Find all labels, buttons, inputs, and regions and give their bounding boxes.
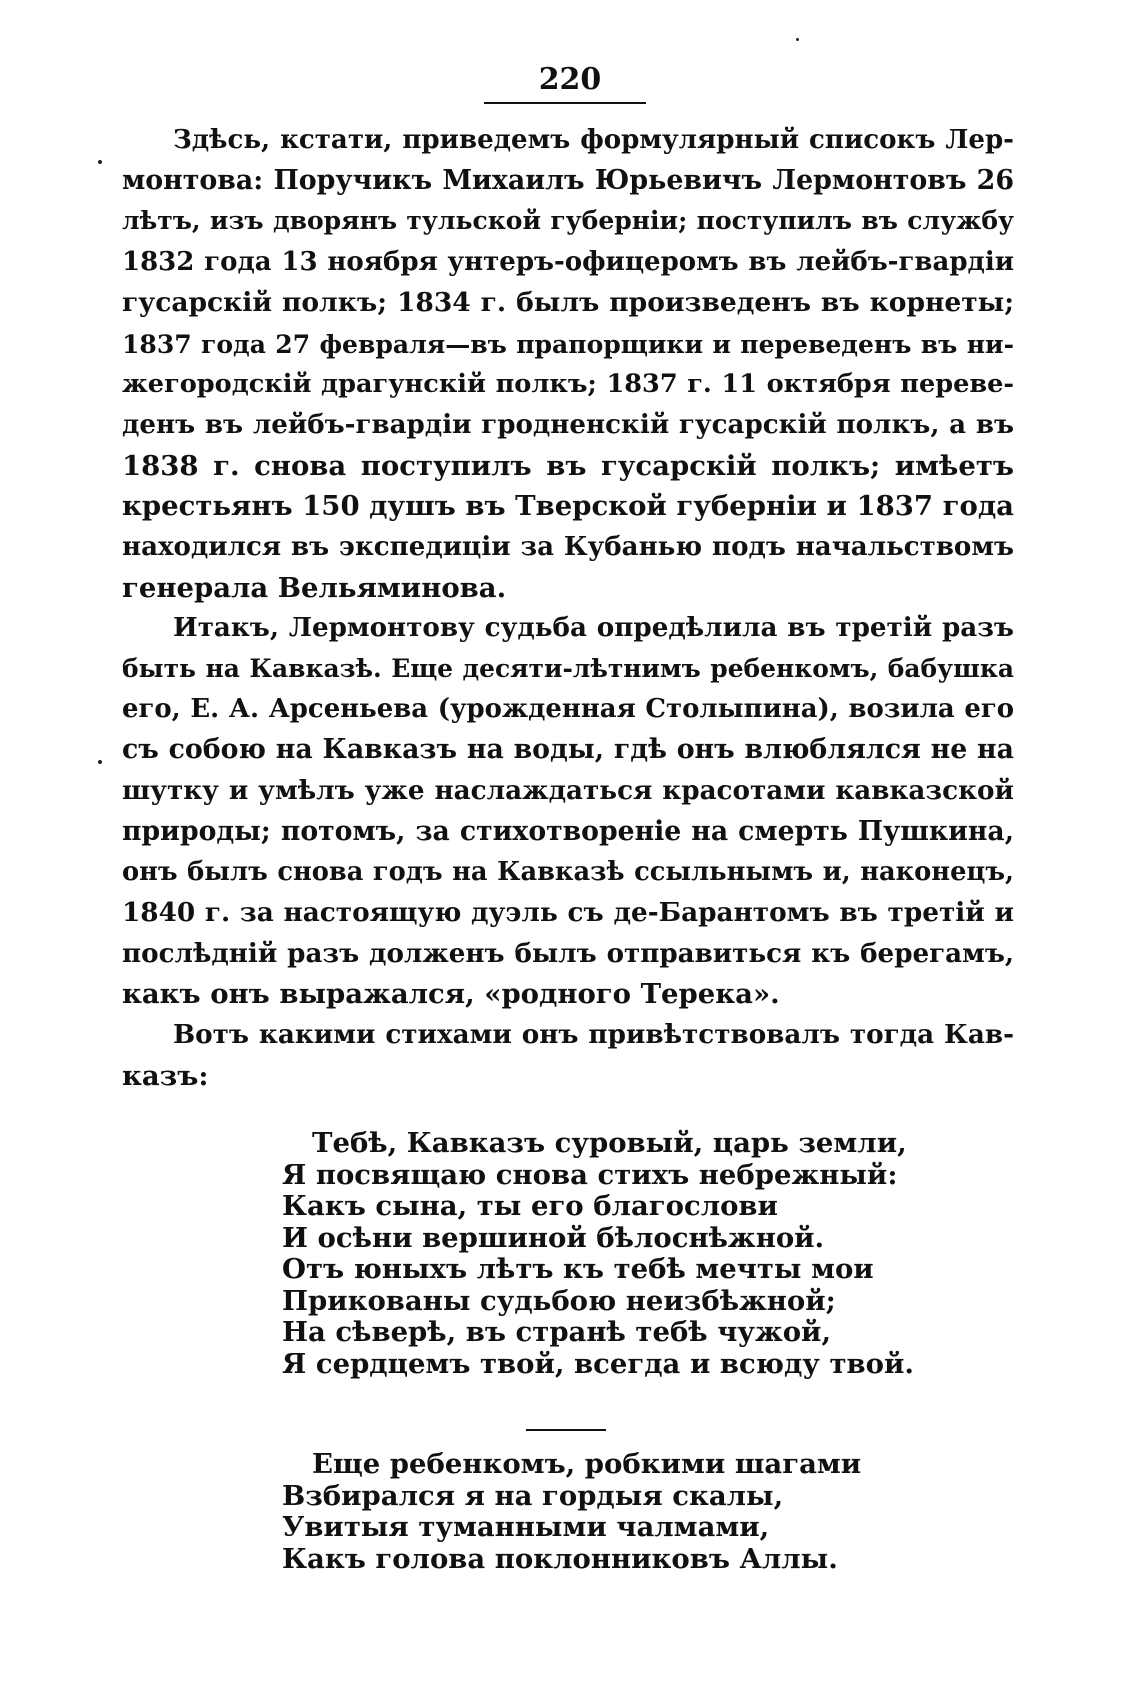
text-line: лѣтъ, изъ дворянъ тульской губерніи; поступилъ въ службу (122, 206, 1014, 236)
poem-line: Увитыя туманными чалмами, (282, 1511, 770, 1543)
poem-line: Я посвящаю снова стихъ небрежный: (282, 1158, 898, 1191)
scan-speck (98, 760, 102, 764)
poem-line: Какъ сына, ты его благослови (282, 1190, 778, 1222)
text-line: послѣдній разъ долженъ былъ отправиться къ берегамъ, (122, 937, 1014, 969)
text-line: находился въ экспедиціи за Кубанью подъ начальствомъ (122, 532, 1014, 563)
text-line: 1838 г. снова поступилъ въ гусарскій полкъ; имѣетъ (122, 449, 1014, 482)
page-number: 220 (538, 62, 602, 97)
text-line: 1837 года 27 февраля—въ прапорщики и переведенъ въ ни- (122, 328, 1014, 359)
poem-line: На сѣверѣ, въ странѣ тебѣ чужой, (282, 1316, 832, 1348)
text-line: шутку и умѣлъ уже наслаждаться красотами кавказской (122, 774, 1014, 806)
poem-line: Прикованы судьбою неизбѣжной; (282, 1284, 836, 1317)
text-line: генерала Вельяминова. (122, 571, 507, 604)
text-line: Вотъ какими стихами онъ привѣтствовалъ тогда Кав- (173, 1019, 1014, 1050)
scan-speck (796, 38, 799, 41)
scan-speck (98, 160, 102, 164)
text-line: съ собою на Кавказъ на воды, гдѣ онъ влюблялся не на (122, 734, 1014, 766)
text-line: гусарскій полкъ; 1834 г. былъ произведенъ въ корнеты; (122, 286, 1014, 318)
poem-line: Какъ голова поклонниковъ Аллы. (282, 1542, 838, 1575)
text-line: денъ въ лейбъ-гвардіи гродненскій гусарскій полкъ, а въ (122, 408, 1014, 440)
poem-line: Тебѣ, Кавказъ суровый, царь земли, (312, 1127, 907, 1159)
paragraph-poem-intro (122, 1015, 1014, 1096)
text-line: Здѣсь, кстати, приведемъ формулярный списокъ Лер- (173, 125, 1014, 155)
text-line: монтова: Поручикъ Михаилъ Юрьевичъ Лермонтовъ 26 (122, 164, 1014, 196)
text-line: его, Е. А. Арсеньева (урожденная Столыпина), возила его (122, 694, 1014, 725)
paragraph-service-record (122, 120, 1014, 608)
text-line: Итакъ, Лермонтову судьба опредѣлила въ третій разъ (173, 612, 1014, 643)
text-line: казъ: (122, 1059, 209, 1092)
text-line: 1832 года 13 ноября унтеръ-офицеромъ въ лейбъ-гвардіи (122, 247, 1014, 278)
poem-line: И осѣни вершиной бѣлоснѣжной. (282, 1221, 825, 1254)
text-line: крестьянъ 150 душъ въ Тверской губерніи и 1837 года (122, 490, 1014, 523)
text-line: 1840 г. за настоящую дуэль съ де-Барантомъ въ третій и (122, 896, 1014, 928)
text-line: какъ онъ выражался, «родного Терека». (122, 978, 780, 1011)
text-line: природы; потомъ, за стихотвореніе на смерть Пушкина, (122, 815, 1014, 847)
poem-line: Еще ребенкомъ, робкими шагами (312, 1448, 862, 1480)
poem-line: Я сердцемъ твой, всегда и всюду твой. (282, 1347, 914, 1380)
text-line: онъ былъ снова годъ на Кавказѣ ссыльнымъ и, наконецъ, (122, 857, 1014, 888)
poem-line: Взбирался я на гордыя скалы, (282, 1479, 784, 1512)
text-line: быть на Кавказѣ. Еще десяти-лѣтнимъ ребенкомъ, бабушка (122, 653, 1014, 683)
text-line: жегородскій драгунскій полкъ; 1837 г. 11 октября переве- (122, 369, 1014, 400)
poem-line: Отъ юныхъ лѣтъ къ тебѣ мечты мои (282, 1253, 874, 1285)
paragraph-caucasus-third-time (122, 608, 1014, 1015)
poem-stanza-1 (282, 1128, 914, 1380)
poem-stanza-2 (282, 1449, 861, 1575)
page-number-underline (484, 102, 646, 104)
stanza-divider (526, 1429, 606, 1431)
